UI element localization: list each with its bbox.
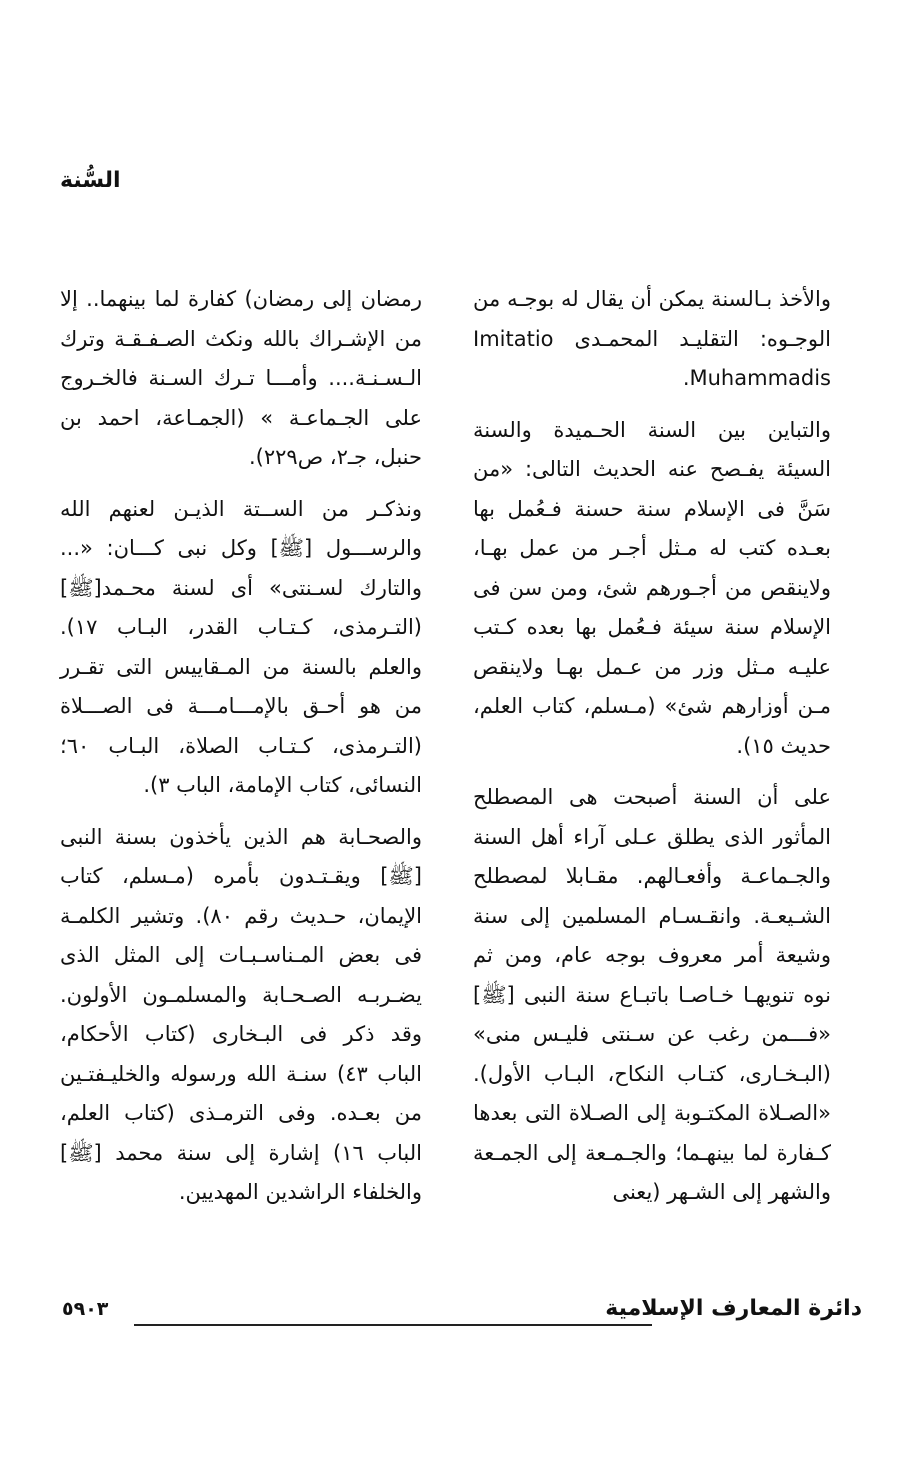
- page-title: السُّنة: [60, 168, 121, 193]
- paragraph: على أن السنة أصبحت هى المصطلح المأثور الذى يطلق عـلى آراء أهل السنة والجـماعـة وأفعـالهم. مقـابلا لمصطلح الشـيعـة. وانقـسـام المسلمين إلى سنة وشيعة أمر معروف بوجه عام، ومن ثم نوه تنويهـا خـاصـا باتبـاع سنة النبى [ﷺ] «فـــمن رغب عن سـنتى فليـس منى» (البـخـارى، كتـاب النكاح، البـاب الأول). «الصـلاة المكتـوبة إلى الصـلاة التى بعدها كـفارة لما بينهـما؛ والجـمـعة إلى الجمـعة والشهر إلى الشـهر (يعنى: [473, 785, 831, 1204]
- paragraph: رمضان إلى رمضان) كفارة لما بينهما.. إلا من الإشـراك بالله ونكث الصـفـقـة وترك الـسـنـة.... وأمـــا تـرك السـنة فالخـروج على الجـماعـة » (الجمـاعة، احمد بن حنبل، جـ٢، ص٢٢٩).: [60, 287, 422, 469]
- page-footer: [62, 1296, 862, 1336]
- paragraph: والتباين بين السنة الحـميدة والسنة السيئة يفـصح عنه الحديث التالى: «من سَنَّ فى الإسلام سنة حسنة فـعُمل بها بعـده كتب له مـثل أجـر من عمل بهـا، ولاينقص من أجـورهم شئ، ومن سن فى الإسلام سنة سيئة فـعُمل بها بعده كـتب عليـه مـثل وزر من عـمل بهـا ولاينقص مـن أوزارهم شئ» (مـسلم، كتاب العلم، حديث ١٥).: [473, 417, 831, 758]
- footer-divider: [134, 1324, 652, 1326]
- page-number: ٥٩٠٣: [62, 1298, 109, 1320]
- right-column: [473, 280, 831, 1225]
- paragraph: ونذكـر من الســتة الذيـن لعنهم الله والرســـول [ﷺ] وكل نبى كـــان: «... والتارك لسـنتى» أى لسنة محـمد[ﷺ] (التـرمذى، كـتـاب القدر، البـاب ١٧). والعلم بالسنة من المـقاييس التى تقـرر من هو أحـق بالإمـــامـــة فى الصـــلاة (التـرمذى، كـتـاب الصلاة، البـاب ٦٠؛ النسائى، كتاب الإمامة، الباب ٣).: [60, 496, 422, 797]
- paragraph: والأخذ بـالسنة يمكن أن يقال له بوجـه من الوجـوه: التقليـد المحمـدى Imitatio Muhammadis.: [473, 287, 831, 390]
- left-column: [60, 280, 422, 1225]
- footer-publication-title: دائرة المعارف الإسلامية: [605, 1296, 862, 1321]
- paragraph: والصحـابة هم الذين يأخذون بسنة النبى [ﷺ] ويقـتـدون بأمره (مـسلم، كتاب الإيمان، حـديث رقم ٨٠). وتشير الكلمـة فى بعض المـناسـبـات إلى المثل الذى يضـربـه الصـحـابة والمسلمـون الأولون. وقد ذكر فى البـخارى (كتاب الأحكام، الباب ٤٣) سنـة الله ورسوله والخليـفتـين من بعـده. وفى الترمـذى (كتاب العلم، الباب ١٦) إشارة إلى سنة محمد [ﷺ] والخلفاء الراشدين المهديين.: [60, 824, 423, 1204]
